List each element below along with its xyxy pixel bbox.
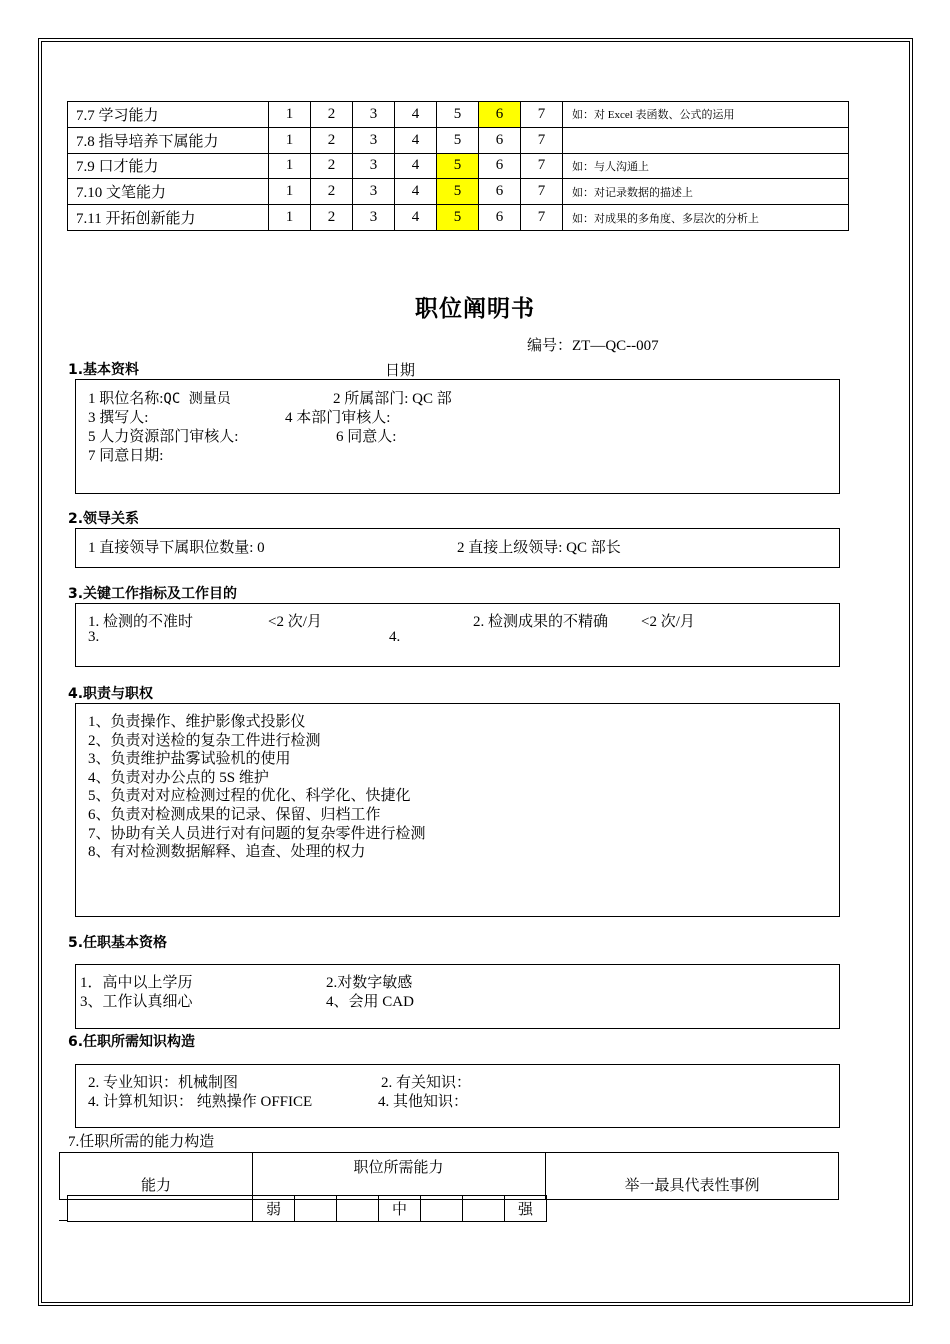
level-cell: 5 bbox=[437, 102, 479, 128]
date-label: 日期 bbox=[385, 363, 416, 379]
section-duties-heading: 4.职责与职权 bbox=[68, 686, 154, 702]
ability-level-scale-row bbox=[67, 1195, 547, 1222]
duty-item: 6、负责对检测成果的记录、保留、归档工作 bbox=[88, 807, 381, 823]
ability-example: 如：对 Excel 表函数、公式的运用 bbox=[563, 102, 849, 128]
level-cell: 7 bbox=[521, 127, 563, 153]
kpi-1-label: 1. 检测的不准时 bbox=[88, 614, 194, 630]
level-cell: 6 bbox=[479, 179, 521, 205]
ability-example: 如：对记录数据的描述上 bbox=[563, 179, 849, 205]
level-cell: 7 bbox=[521, 179, 563, 205]
position-name-field bbox=[88, 387, 231, 408]
level-cell: 7 bbox=[521, 205, 563, 231]
document-title: 职位阐明书 bbox=[415, 296, 535, 322]
selected-level-cell: 6 bbox=[479, 102, 521, 128]
ability-row bbox=[68, 179, 849, 205]
qualification-2: 2.对数字敏感 bbox=[326, 975, 413, 991]
section-knowledge-heading: 6.任职所需知识构造 bbox=[68, 1034, 196, 1050]
level-cell: 1 bbox=[269, 179, 311, 205]
section-leadership-heading: 2.领导关系 bbox=[68, 511, 140, 527]
level-cell bbox=[421, 1196, 463, 1222]
computer-knowledge: 4. 计算机知识： 纯熟操作 OFFICE bbox=[88, 1094, 313, 1110]
level-cell: 1 bbox=[269, 127, 311, 153]
level-cell: 6 bbox=[479, 205, 521, 231]
ability-example: 如：与人沟通上 bbox=[563, 153, 849, 179]
level-cell: 5 bbox=[437, 127, 479, 153]
document-number: 编号：ZT—QC--007 bbox=[527, 338, 659, 354]
hr-reviewer-field: 5 人力资源部门审核人: bbox=[88, 429, 239, 445]
level-cell: 4 bbox=[395, 179, 437, 205]
level-cell: 6 bbox=[479, 153, 521, 179]
level-cell: 7 bbox=[521, 102, 563, 128]
ability-name: 7.8 指导培养下属能力 bbox=[68, 127, 269, 153]
level-cell: 2 bbox=[311, 179, 353, 205]
level-cell: 3 bbox=[353, 205, 395, 231]
dept-reviewer-field: 4 本部门审核人: bbox=[285, 410, 391, 426]
selected-level-cell: 5 bbox=[437, 153, 479, 179]
level-weak: 弱 bbox=[253, 1196, 295, 1222]
ability-name: 7.10 文笔能力 bbox=[68, 179, 269, 205]
duty-item: 3、负责维护盐雾试验机的使用 bbox=[88, 751, 291, 768]
section-basic-info-heading: 1.基本资料 bbox=[68, 362, 140, 378]
level-cell: 6 bbox=[479, 127, 521, 153]
level-strong: 强 bbox=[505, 1196, 547, 1222]
ability-row bbox=[68, 127, 849, 153]
approver-field: 6 同意人: bbox=[336, 429, 397, 445]
level-cell: 2 bbox=[311, 153, 353, 179]
ability-row bbox=[68, 153, 849, 179]
table-edge-line bbox=[59, 1220, 67, 1221]
duty-item: 8、有对检测数据解释、追查、处理的权力 bbox=[88, 844, 366, 861]
level-cell: 4 bbox=[395, 127, 437, 153]
level-cell: 4 bbox=[395, 102, 437, 128]
level-cell: 1 bbox=[269, 205, 311, 231]
level-cell bbox=[295, 1196, 337, 1222]
knowledge-box bbox=[75, 1064, 840, 1128]
level-cell: 4 bbox=[395, 205, 437, 231]
kpi-4-label: 4. bbox=[389, 629, 401, 645]
author-field: 3 撰写人: bbox=[88, 410, 149, 426]
qualification-4: 4、会用 CAD bbox=[326, 994, 414, 1010]
kpi-1-value: <2 次/月 bbox=[268, 614, 322, 630]
kpi-2-value: <2 次/月 bbox=[641, 614, 695, 630]
level-cell: 3 bbox=[353, 102, 395, 128]
duty-item: 4、负责对办公点的 5S 维护 bbox=[88, 769, 269, 786]
selected-level-cell: 5 bbox=[437, 205, 479, 231]
level-cell: 3 bbox=[353, 153, 395, 179]
direct-supervisor-field: 2 直接上级领导: QC 部长 bbox=[457, 540, 621, 556]
kpi-3-label: 3. bbox=[88, 629, 100, 645]
duty-item: 1、负责操作、维护影像式投影仪 bbox=[88, 714, 306, 730]
level-cell: 4 bbox=[395, 153, 437, 179]
position-name-label: 1 职位名称: bbox=[88, 391, 164, 407]
selected-level-cell: 5 bbox=[437, 179, 479, 205]
level-cell: 7 bbox=[521, 153, 563, 179]
basic-info-box bbox=[75, 379, 840, 494]
approval-date-field: 7 同意日期: bbox=[88, 448, 164, 464]
ability-example bbox=[563, 127, 849, 153]
level-cell: 1 bbox=[269, 102, 311, 128]
section-kpi-heading: 3.关键工作指标及工作目的 bbox=[68, 586, 238, 602]
level-mid: 中 bbox=[379, 1196, 421, 1222]
ability-rating-table bbox=[67, 101, 849, 231]
duty-item: 2、负责对送检的复杂工件进行检测 bbox=[88, 732, 321, 749]
section-ability-structure-heading: 7.任职所需的能力构造 bbox=[68, 1134, 215, 1150]
ability-example: 如：对成果的多角度、多层次的分析上 bbox=[563, 205, 849, 231]
kpi-2-label: 2. 检测成果的不精确 bbox=[473, 614, 609, 630]
other-knowledge: 4. 其他知识： bbox=[378, 1094, 469, 1110]
level-cell bbox=[337, 1196, 379, 1222]
duties-box bbox=[75, 703, 840, 917]
level-blank-cell bbox=[68, 1196, 253, 1222]
ability-row bbox=[68, 205, 849, 231]
ability-row bbox=[68, 102, 849, 128]
qualifications-box bbox=[75, 964, 840, 1029]
level-cell: 2 bbox=[311, 127, 353, 153]
level-cell: 3 bbox=[353, 179, 395, 205]
leadership-box bbox=[75, 528, 840, 568]
level-cell: 2 bbox=[311, 102, 353, 128]
level-cell: 1 bbox=[269, 153, 311, 179]
ability-name: 7.7 学习能力 bbox=[68, 102, 269, 128]
qualification-3: 3、工作认真细心 bbox=[80, 994, 193, 1010]
professional-knowledge: 2. 专业知识：机械制图 bbox=[88, 1075, 239, 1091]
related-knowledge: 2. 有关知识： bbox=[381, 1075, 472, 1091]
ability-name: 7.11 开拓创新能力 bbox=[68, 205, 269, 231]
level-cell: 3 bbox=[353, 127, 395, 153]
section-qualifications-heading: 5.任职基本资格 bbox=[68, 935, 168, 951]
duty-item: 7、协助有关人员进行对有问题的复杂零件进行检测 bbox=[88, 825, 426, 842]
position-name-value: QC 测量员 bbox=[163, 391, 231, 407]
required-ability-caption: 职位所需能力 bbox=[353, 1160, 444, 1176]
department-field: 2 所属部门: QC 部 bbox=[333, 391, 452, 407]
qualification-1: 1．高中以上学历 bbox=[80, 975, 193, 991]
kpi-box bbox=[75, 603, 840, 667]
duty-item: 5、负责对对应检测过程的优化、科学化、快捷化 bbox=[88, 788, 411, 805]
subordinate-count-field: 1 直接领导下属职位数量: 0 bbox=[88, 540, 265, 556]
level-cell bbox=[463, 1196, 505, 1222]
ability-name: 7.9 口才能力 bbox=[68, 153, 269, 179]
level-cell: 2 bbox=[311, 205, 353, 231]
ability-column-header: 能力 bbox=[60, 1153, 253, 1200]
example-column-header: 举一最具代表性事例 bbox=[546, 1153, 839, 1200]
